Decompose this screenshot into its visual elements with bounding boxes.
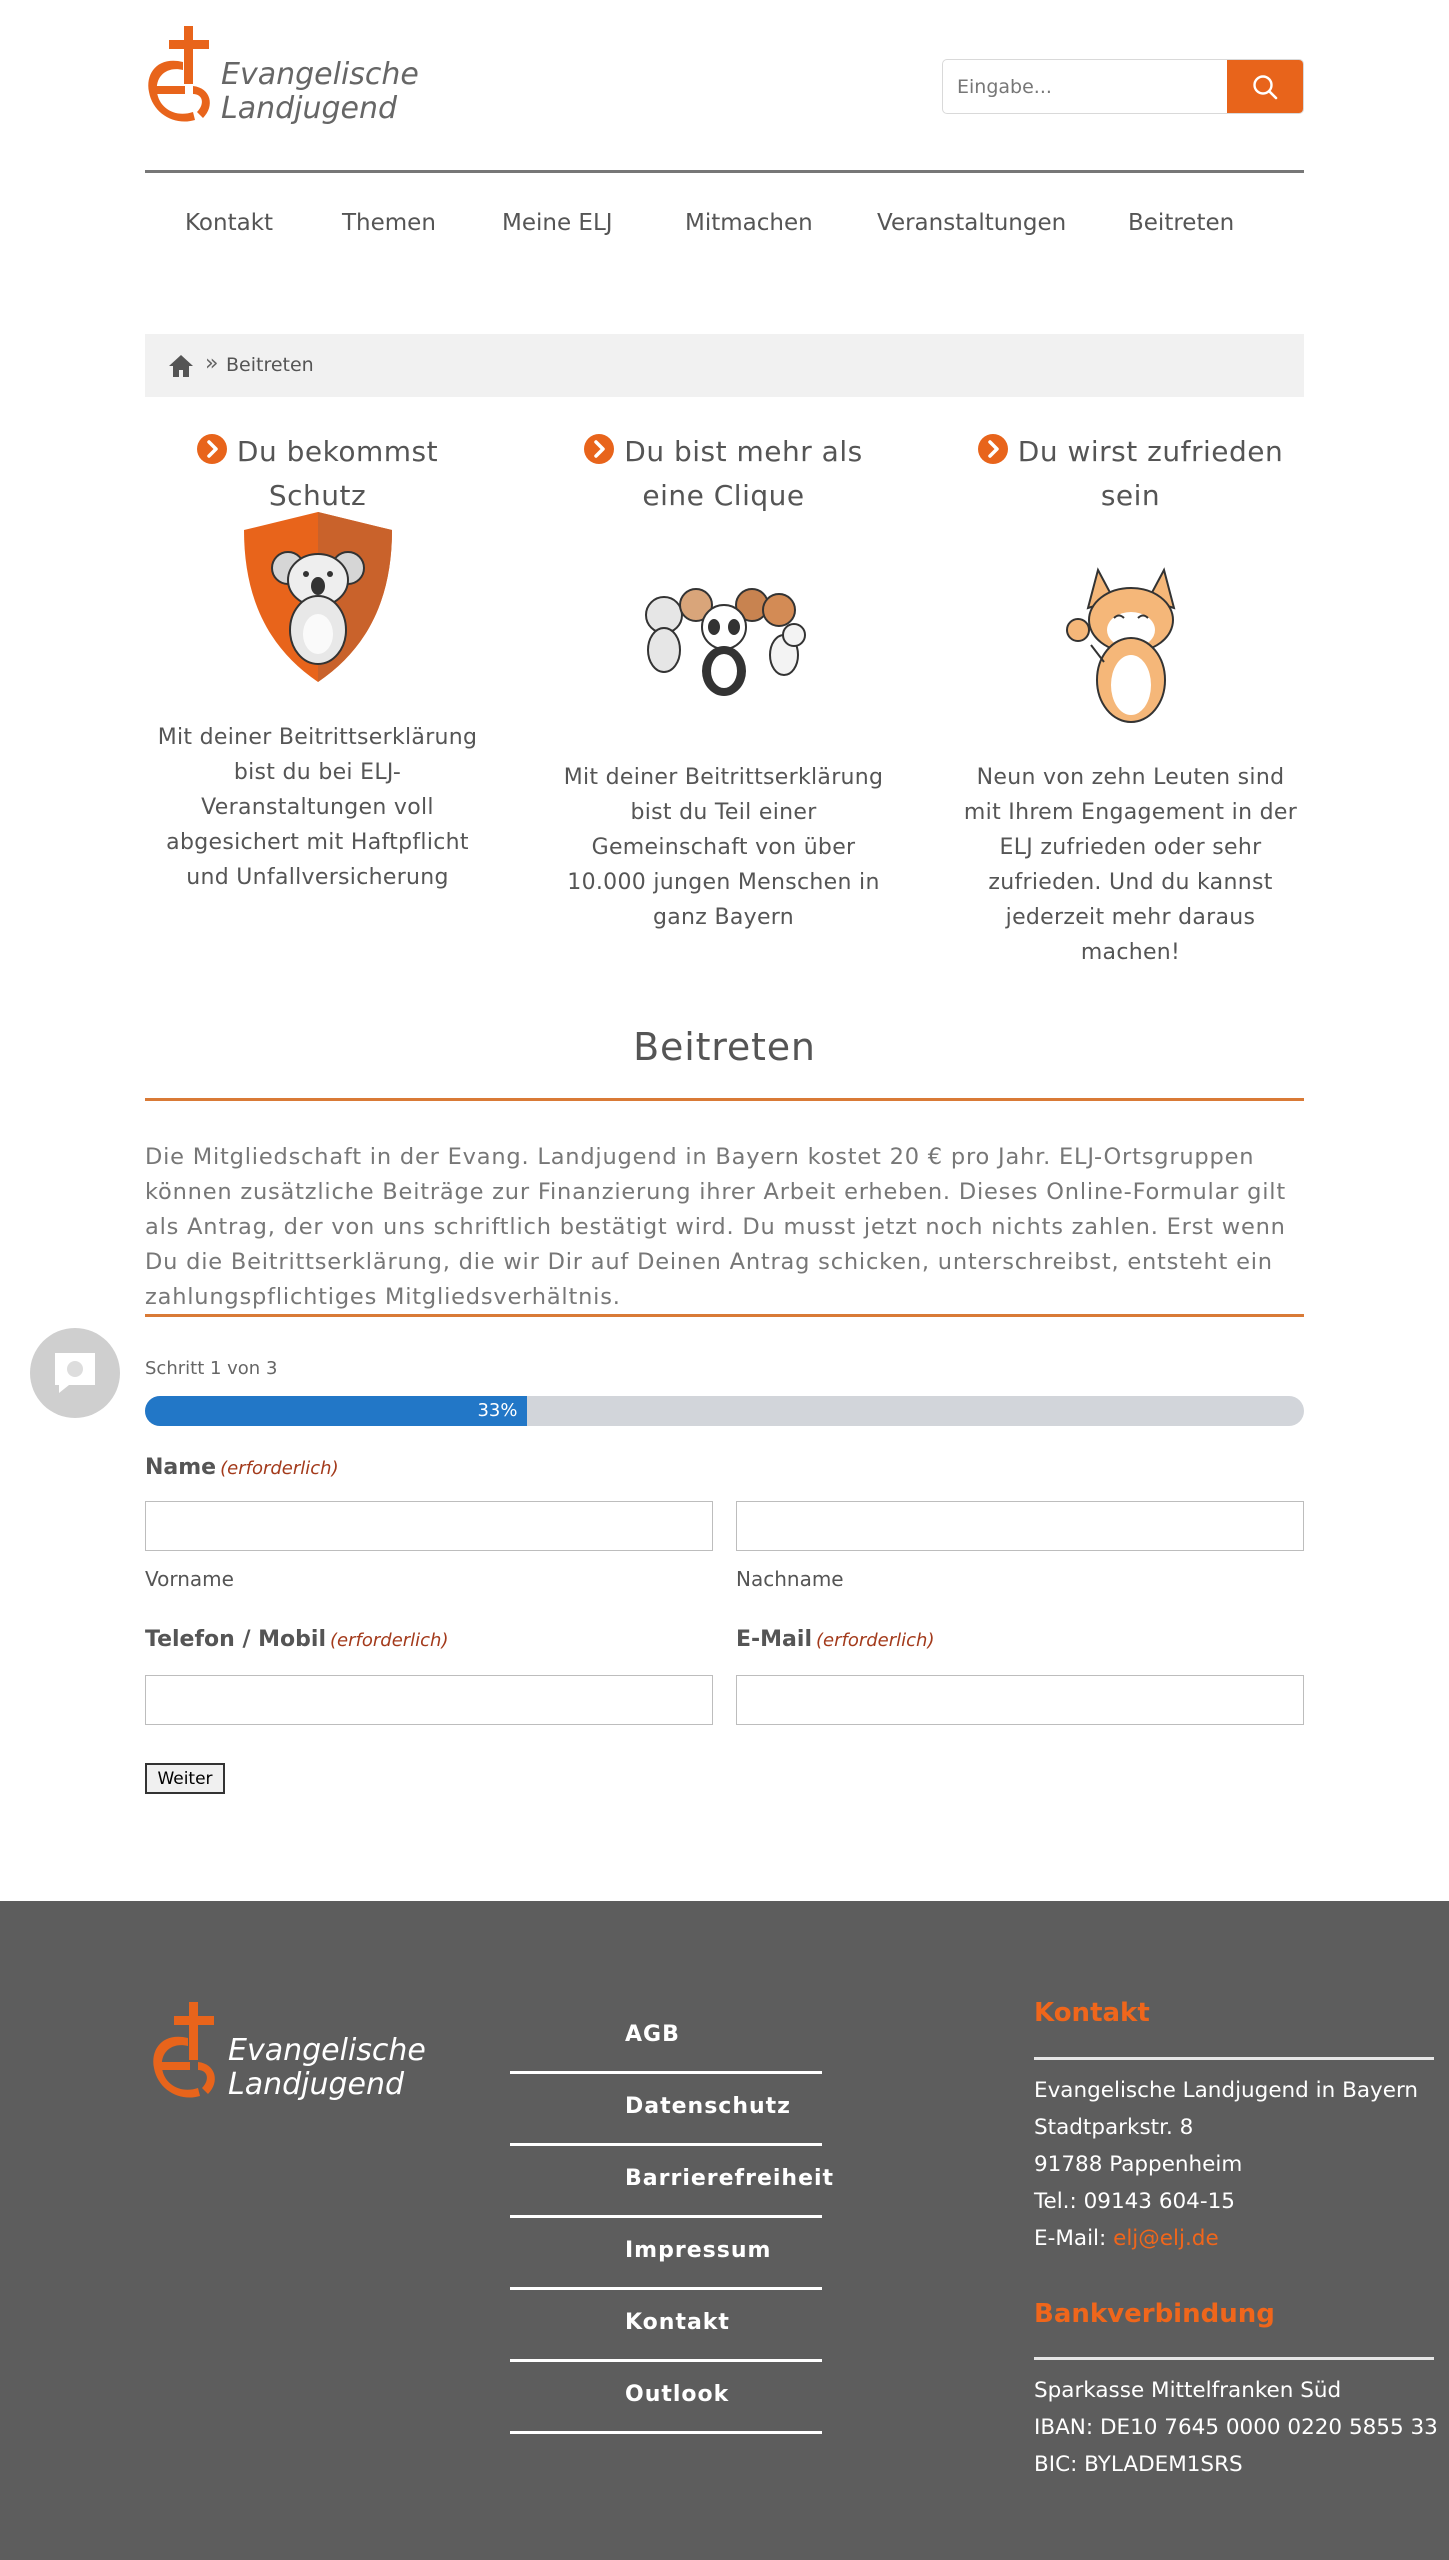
search-button[interactable] xyxy=(1227,60,1303,113)
email-field-label: E-Mail (erforderlich) xyxy=(736,1627,935,1652)
footer-bank-rule xyxy=(1034,2357,1434,2360)
intro-text: Die Mitgliedschaft in der Evang. Landjugend in Bayern kostet 20 € pro Jahr. ELJ-Ortsgruppen können zusätzliche Beiträge zur Finanzierung ihrer Arbeit erheben. Dieses Online-Formular gilt als Antrag, der von uns schriftlich bestätigt wird. Du musst jetzt noch nichts zahlen. Erst wenn Du die Beitrittserklärung, die wir Dir auf Deinen Antrag schicken, unterschreibst, entsteht ein zahlungspflichtiges Mitgliedsverhältnis. xyxy=(145,1144,1286,1310)
footer-link-kontakt[interactable]: Kontakt xyxy=(510,2290,822,2362)
title-underline xyxy=(145,1098,1304,1101)
feature-title: Du bekommst Schutz xyxy=(145,430,490,518)
footer-link-impressum[interactable]: Impressum xyxy=(510,2218,822,2290)
footer-bank-heading: Bankverbindung xyxy=(1034,2299,1275,2329)
form-progress-fill xyxy=(145,1396,527,1426)
phone-input[interactable] xyxy=(145,1675,713,1725)
logo-line-1: Evangelische xyxy=(221,57,419,92)
chevron-right-circle-icon xyxy=(584,434,614,464)
nav-item-meine-elj[interactable]: Meine ELJ xyxy=(502,210,613,236)
breadcrumb-current: Beitreten xyxy=(226,354,314,376)
required-marker: (erforderlich) xyxy=(330,1630,449,1651)
footer-contact-rule xyxy=(1034,2057,1434,2060)
footer-link-barrierefreiheit[interactable]: Barrierefreiheit xyxy=(510,2146,822,2218)
feature-text: Mit deiner Beitrittserklärung bist du Teil einer Gemeinschaft von über 10.000 jungen Menschen in ganz Bayern xyxy=(563,765,884,930)
progress-label: 33% xyxy=(477,1400,518,1421)
required-marker: (erforderlich) xyxy=(815,1630,935,1651)
feature-schutz xyxy=(145,430,490,890)
nav-item-mitmachen[interactable]: Mitmachen xyxy=(685,210,813,236)
first-name-sublabel: Vorname xyxy=(145,1567,234,1591)
feature-title: Du wirst zufrieden sein xyxy=(958,430,1303,518)
footer-email-line: E-Mail: elj@elj.de xyxy=(1034,2226,1219,2251)
next-button[interactable]: Weiter xyxy=(145,1763,225,1794)
koala-shield-illustration xyxy=(238,508,398,686)
footer-logo[interactable] xyxy=(150,2002,450,2106)
chat-widget-button[interactable] xyxy=(30,1328,120,1418)
home-icon[interactable] xyxy=(167,353,195,379)
intro-underline xyxy=(145,1314,1304,1317)
nav-item-kontakt[interactable]: Kontakt xyxy=(185,210,274,236)
feature-text: Neun von zehn Leuten sind mit Ihrem Engagement in der ELJ zufrieden oder sehr zufrieden. Und du kannst jederzeit mehr daraus machen! xyxy=(963,765,1298,965)
search-input[interactable] xyxy=(943,60,1228,113)
form-step-label: Schritt 1 von 3 xyxy=(145,1358,278,1379)
search-icon xyxy=(1251,73,1279,101)
feature-clique xyxy=(551,430,896,930)
feature-zufrieden xyxy=(958,430,1303,965)
required-marker: (erforderlich) xyxy=(220,1458,339,1479)
logo-line-2: Landjugend xyxy=(221,91,398,126)
last-name-input[interactable] xyxy=(736,1501,1304,1551)
feature-text: Mit deiner Beitrittserklärung bist du bei ELJ-Veranstaltungen voll abgesichert mit Haftpflicht und Unfallversicherung xyxy=(157,725,478,890)
footer-link-outlook[interactable]: Outlook xyxy=(510,2362,822,2434)
nav-item-beitreten[interactable]: Beitreten xyxy=(1128,210,1235,236)
logo-wordmark xyxy=(221,58,419,126)
footer-link-agb[interactable]: AGB xyxy=(510,2002,822,2074)
footer-email-link[interactable]: elj@elj.de xyxy=(1113,2226,1219,2251)
breadcrumb xyxy=(145,334,1304,397)
chat-icon xyxy=(51,1349,99,1397)
chevron-right-circle-icon xyxy=(978,434,1008,464)
first-name-input[interactable] xyxy=(145,1501,713,1551)
footer-logo-wordmark: Evangelische Landjugend xyxy=(228,2033,426,2102)
chevron-right-circle-icon xyxy=(197,434,227,464)
site-logo[interactable] xyxy=(145,26,425,130)
nav-item-veranstaltungen[interactable]: Veranstaltungen xyxy=(877,210,1067,236)
last-name-sublabel: Nachname xyxy=(736,1567,844,1591)
animal-group-illustration xyxy=(634,575,814,700)
breadcrumb-separator: » xyxy=(205,351,219,376)
footer-link-datenschutz[interactable]: Datenschutz xyxy=(510,2074,822,2146)
header-divider xyxy=(145,170,1304,173)
page-title: Beitreten xyxy=(633,1025,816,1069)
footer-bank-block: Sparkasse Mittelfranken Süd IBAN: DE10 7645 0000 0220 5855 33 BIC: BYLADEM1SRS xyxy=(1034,2378,1438,2477)
elj-cross-logo-icon xyxy=(150,2002,222,2106)
footer-contact-block: Evangelische Landjugend in Bayern Stadtparkstr. 8 91788 Pappenheim Tel.: 09143 604-15 E-Mail: elj@elj.de xyxy=(1034,2072,1418,2257)
nav-item-themen[interactable]: Themen xyxy=(342,210,436,236)
email-input[interactable] xyxy=(736,1675,1304,1725)
feature-title: Du bist mehr als eine Clique xyxy=(551,430,896,518)
form-progress-bar xyxy=(145,1396,1304,1426)
main-nav xyxy=(145,200,1304,250)
phone-field-label: Telefon / Mobil (erforderlich) xyxy=(145,1627,449,1652)
corgi-ok-illustration xyxy=(1056,550,1206,730)
name-field-label: Name (erforderlich) xyxy=(145,1455,339,1480)
elj-cross-logo-icon xyxy=(145,26,217,130)
footer-contact-heading: Kontakt xyxy=(1034,1998,1150,2028)
search-box xyxy=(942,59,1304,114)
